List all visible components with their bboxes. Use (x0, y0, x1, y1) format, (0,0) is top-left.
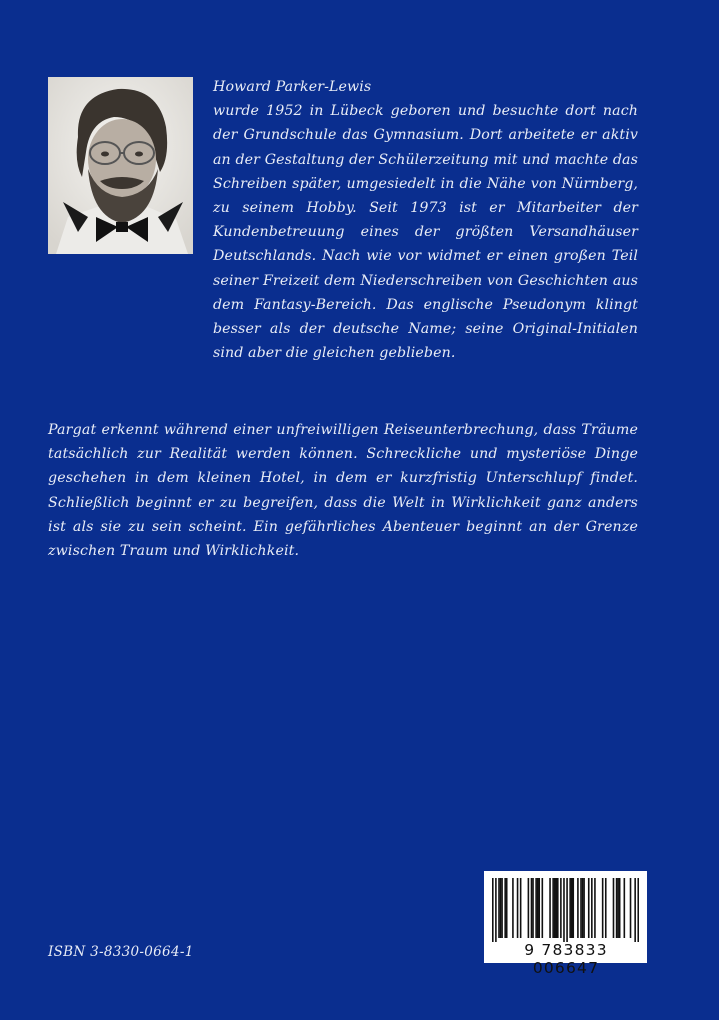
barcode-bar (605, 878, 607, 938)
barcode-bar (582, 878, 584, 938)
barcode-bar (504, 878, 506, 938)
barcode-bar (572, 878, 574, 938)
barcode-bar (594, 878, 596, 938)
author-photo (48, 77, 193, 254)
barcode-bar (577, 878, 579, 938)
barcode-bar (613, 878, 615, 938)
barcode-bar (542, 878, 544, 938)
barcode-bar (528, 878, 530, 938)
barcode-bar (637, 878, 639, 942)
barcode-bar (616, 878, 618, 938)
barcode-bar (630, 878, 632, 938)
ean-barcode (484, 871, 647, 977)
barcode-bar (617, 878, 619, 938)
barcode-bar (569, 878, 571, 938)
author-name: Howard Parker-Lewis (213, 79, 372, 95)
barcode-bar (588, 878, 590, 938)
barcode-bar (566, 878, 568, 942)
barcode-bar (498, 878, 500, 938)
barcode-bar (520, 878, 522, 938)
barcode-bar (537, 878, 539, 938)
barcode-bar (532, 878, 534, 938)
author-portrait-image (48, 77, 193, 254)
isbn-label: ISBN 3-8330-0664-1 (48, 944, 194, 960)
barcode-bar (555, 878, 557, 938)
barcode-number: 9 783833 006647 (524, 941, 608, 977)
barcode-bar (506, 878, 508, 938)
barcode-bar (557, 878, 559, 938)
barcode-bar (560, 878, 562, 938)
barcode-bar (535, 878, 537, 938)
barcode-bar (619, 878, 621, 938)
barcode-bar (531, 878, 533, 938)
barcode-bars (492, 878, 639, 942)
barcode-bar (583, 878, 585, 938)
barcode-bar (580, 878, 582, 938)
author-bio-text: wurde 1952 in Lübeck geboren und besuchte dort nach der Grundschule das Gymnasium. Dort arbeitete er aktiv an der Gestaltung der Schülerzeitung mit und machte das Schreiben später, umgesiedelt in die Nähe von Nürnberg, zu seinem Hobby. Seit 1973 ist er Mitarbeiter der Kundenbetreuung eines der größten Versandhäuser Deutschlands. Nach wie vor widmet er einen großen Teil seiner Freizeit dem Niederschreiben von Geschichten aus dem Fantasy-Bereich. Das englische Pseudonym klingt besser als der deutsche Name; seine Original-Initialen sind aber die gleichen geblieben. (213, 103, 638, 362)
barcode-bar (549, 878, 551, 938)
barcode-bar (624, 878, 626, 938)
barcode-bar (512, 878, 514, 938)
author-bio (213, 75, 638, 365)
barcode-bar (634, 878, 636, 942)
barcode-bar (495, 878, 497, 942)
barcode-bar (591, 878, 593, 938)
barcode-bar (554, 878, 556, 938)
barcode-bar (563, 878, 565, 942)
barcode-bar (571, 878, 573, 938)
barcode-bar (602, 878, 604, 938)
book-blurb: Pargat erkennt während einer unfreiwilligen Reiseunterbrechung, dass Träume tatsächlich zur Realität werden können. Schreckliche und mysteriöse Dinge geschehen in dem kleinen Hotel, in dem er kurzfristig Unterschlupf findet. Schließlich beginnt er zu begreifen, dass die Welt in Wirklichkeit ganz anders ist als sie zu sein scheint. Ein gefährliches Abenteuer beginnt an der Grenze zwischen Traum und Wirklichkeit. (48, 422, 638, 560)
barcode-bar (501, 878, 503, 938)
barcode-bar (538, 878, 540, 938)
barcode-bar (500, 878, 502, 938)
barcode-bar (492, 878, 494, 942)
barcode-bar (552, 878, 554, 938)
barcode-bar (517, 878, 519, 938)
